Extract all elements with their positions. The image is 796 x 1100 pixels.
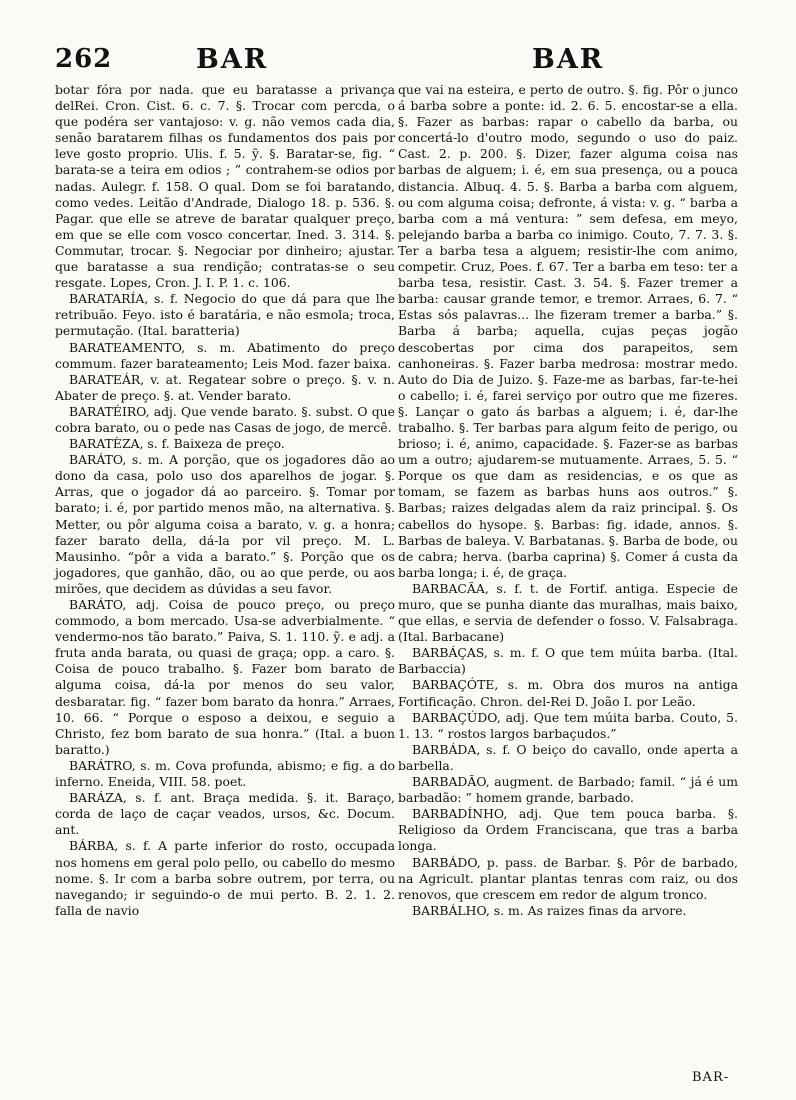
running-headword-right: BAR bbox=[532, 44, 605, 75]
dictionary-entry: BARATEÁR, v. at. Regatear sobre o preço. §. v. n. Abater de preço. §. at. Vender barato. bbox=[55, 371, 395, 403]
entry-continuation: botar fóra por nada. que eu baratasse a privança delRei. Cron. Cist. 6. c. 7. §. Trocar com percda, o que podéra ser vantajoso: v. g. não vemos cada dia, senão baratarem filhas os fundamentos dos pais por leve gosto proprio. Ulis. f. 5. ỹ. §. Baratar-se, fig. “ barata-se a teira em odios ; ” contrahem-se odios por nadas. Aulegr. f. 158. O qual. Dom se foi baratando, como vedes. Leitão d'Andrade, Dialogo 18. p. 536. §. Pagar. que elle se atreve de baratar qualquer preço, em que se elle com vosco concertar. Ined. 3. 314. §. Commutar, trocar. §. Negociar por dinheiro; ajustar. que baratasse a sua rendição; contratas-se o seu resgate. Lopes, Cron. J. I. P. 1. c. 106. bbox=[55, 82, 395, 291]
dictionary-entry: BARBÁDA, s. f. O beiço do cavallo, onde aperta a barbella. bbox=[398, 741, 738, 773]
dictionary-entry: BARATÈZA, s. f. Baixeza de preço. bbox=[69, 436, 285, 452]
dictionary-entry: BARÁTO, s. m. A porção, que os jogadores dão ao dono da casa, polo uso dos aparelhos de jogar. §. Arras, que o jogador dá ao parceiro. §. Tomar por barato; i. é, por partido menos mão, na alternativa. §. Metter, ou pôr alguma coisa a barato, v. g. a honra; fazer barato della, dá-la por vil preço. M. L. Mausinho. “pôr a vida a barato.” §. Porção que os jogadores, que ganhão, dão, ou ao que perde, ou aos mirões, que decidem as dúvidas a seu favor. bbox=[55, 452, 395, 596]
dictionary-entry: BARBACÃA, s. f. t. de Fortif. antiga. Especie de muro, que se punha diante das muralhas, mais baixo, que ellas, e servia de defender o fosso. V. Falsabraga. (Ital. Barbacane) bbox=[398, 580, 738, 645]
dictionary-entry: BARBADÃO, augment. de Barbado; famil. “ já é um barbadão: ” homem grande, barbado. bbox=[398, 774, 738, 806]
dictionary-entry: BARBÁDO, p. pass. de Barbar. §. Pôr de barbado, na Agricult. plantar plantas tenras com raiz, ou dos renovos, que crescem em redor de algum tronco. bbox=[398, 854, 738, 902]
right-column bbox=[398, 82, 738, 919]
dictionary-entry: BARÁTRO, s. m. Cova profunda, abismo; e fig. a do inferno. Eneida, VIII. 58. poet. bbox=[55, 757, 395, 790]
left-column bbox=[55, 82, 395, 919]
dictionary-entry: BARATÉIRO, adj. Que vende barato. §. subst. O que cobra barato, ou o pede nas Casas de jogo, de mercê. bbox=[55, 403, 395, 435]
dictionary-entry: BARBAÇÚDO, adj. Que tem múita barba. Couto, 5. 1. 13. “ rostos largos barbaçudos.” bbox=[398, 709, 738, 741]
dictionary-entry: BARBÁÇAS, s. m. f. O que tem múita barba. (Ital. Barbaccia) bbox=[398, 645, 738, 677]
dictionary-entry: BARÁZA, s. f. ant. Braça medida. §. it. Baraço, corda de laço de caçar veados, ursos, &c. Docum. ant. bbox=[55, 790, 395, 838]
running-headword-left: BAR bbox=[196, 44, 269, 75]
dictionary-entry: BÁRBA, s. f. A parte inferior do rosto, occupada nos homens em geral polo pello, ou cabello do mesmo nome. §. Ir com a barba sobre outrem, por terra, ou navegando; ir seguindo-o de mui perto. B. 2. 1. 2. falla de navio bbox=[55, 838, 395, 918]
dictionary-entry: BARATARÍA, s. f. Negocio do que dá para que lhe retribuão. Feyo. isto é baratária, e não esmola; troca, permutação. (Ital. baratteria) bbox=[55, 291, 395, 339]
entry-continuation: que vai na esteira, e perto de outro. §. fig. Pôr o junco á barba sobre a ponte: id. 2. 6. 5. encostar-se a ella. §. Fazer as barbas: rapar o cabello da barba, ou concertá-lo d'outro modo, segundo o uso do paiz. Cast. 2. p. 200. §. Dizer, fazer alguma coisa nas barbas de alguem; i. é, em sua presença, ou a pouca distancia. Albuq. 4. 5. §. Barba a barba com alguem, ou com alguma coisa; defronte, á vista: v. g. “ barba a barba com a má ventura: ” sem defesa, em meyo, pelejando barba a barba co inimigo. Couto, 7. 7. 3. §. Ter a barba tesa a alguem; resistir-lhe com animo, competir. Cruz, Poes. f. 67. Ter a barba em teso: ter a barba tesa, resistir. Cast. 3. 54. §. Fazer tremer a barba: causar grande temor, e tremor. Arraes, 6. 7. “ Estas sós palavras... lhe fizeram tremer a barba.” §. Barba á barba; aquella, cujas peças jogão descobertas por cima dos parapeitos, sem canhoneiras. §. Fazer barba medrosa: mostrar medo. Auto do Dia de Juizo. §. Faze-me as barbas, far-te-hei o cabello; i. é, farei serviço por outro que me fizeres. §. Lançar o gato ás barbas a alguem; i. é, dar-lhe trabalho. §. Ter barbas para algum feito de perigo, ou brioso; i. é, animo, capacidade. §. Fazer-se as barbas um a outro; ajudarem-se mutuamente. Arraes, 5. 5. “ Porque os que dam as residencias, e os que as tomam, se fazem as barbas huns aos outros.” §. Barbas; raizes delgadas alem da raiz principal. §. Os cabellos do hysope. §. Barbas: fig. idade, annos. §. Barbas de baleya. V. Barbatanas. §. Barba de bode, ou de cabra; herva. (barba caprina) §. Comer á custa da barba longa; i. é, de graça. bbox=[398, 82, 738, 580]
page-number: 262 bbox=[55, 44, 113, 74]
dictionary-entry: BARBAÇÓTE, s. m. Obra dos muros na antiga Fortificação. Chron. del-Rei D. João I. por Leão. bbox=[398, 677, 738, 709]
dictionary-entry: BARBÁLHO, s. m. As raizes finas da arvore. bbox=[412, 902, 687, 918]
catchword: BAR- bbox=[692, 1070, 730, 1085]
dictionary-entry: BARBADÍNHO, adj. Que tem pouca barba. §. Religioso da Ordem Franciscana, que tras a barba longa. bbox=[398, 806, 738, 854]
dictionary-entry: BARATEAMENTO, s. m. Abatimento do preço commum. fazer barateamento; Leis Mod. fazer baixa. bbox=[55, 339, 395, 371]
dictionary-entry: BARÁTO, adj. Coisa de pouco preço, ou preço commodo, a bom mercado. Usa-se adverbialmente. “ vendermo-nos tão barato.” Paiva, S. 1. 110. ỹ. e adj. a fruta anda barata, ou quasi de graça; opp. a caro. §. Coisa de pouco trabalho. §. Fazer bom barato de alguma coisa, dá-la por menos do seu valor, desbaratar. fig. “ fazer bom barato da honra.” Arraes, 10. 66. “ Porque o esposo a deixou, e seguio a Christo, fez bom barato de sua honra.” (Ital. a buon baratto.) bbox=[55, 597, 395, 757]
